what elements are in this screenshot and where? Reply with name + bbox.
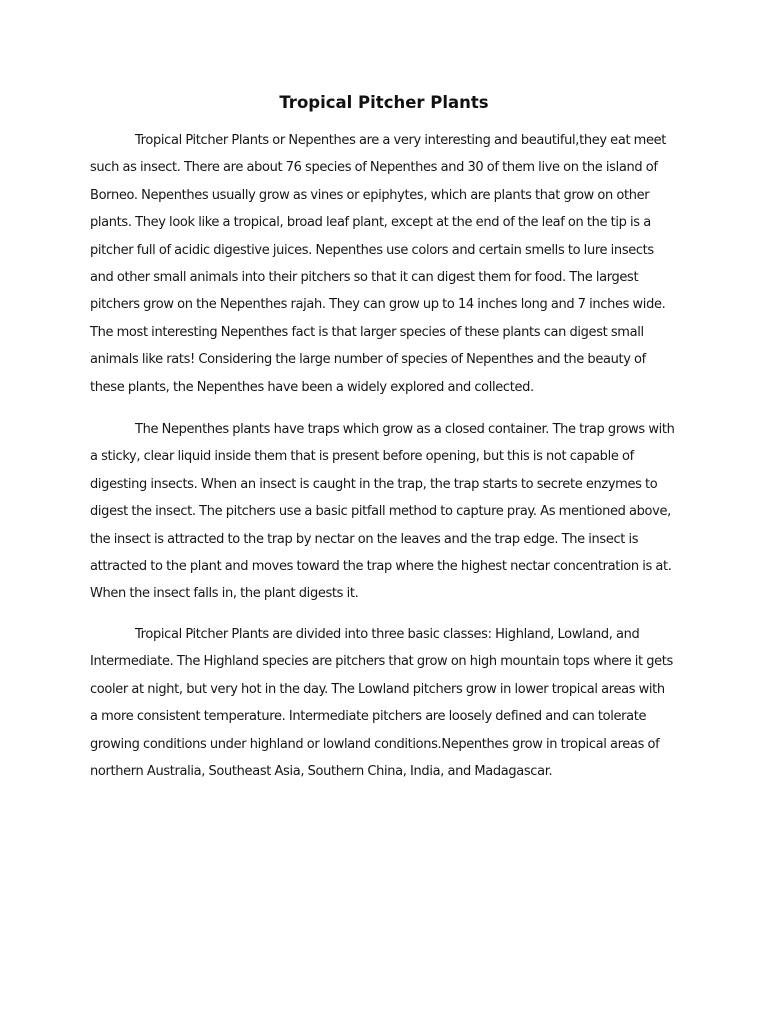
document-title: Tropical Pitcher Plants bbox=[279, 93, 489, 112]
paragraph-2: The Nepenthes plants have traps which grow as a closed container. The trap grows with a sticky, clear liquid inside them that is present before opening, but this is not capable of digesting insects. When an insect is caught in the trap, the trap starts to secrete enzymes to digest the insect. The pitchers use a basic pitfall method to capture pray. As mentioned above, the insect is attracted to the trap by nectar on the leaves and the trap edge. The insect is attracted to the plant and moves toward the trap where the highest nectar concentration is at. When the insect falls in, the plant digests it. bbox=[90, 422, 675, 602]
paragraph-3: Tropical Pitcher Plants are divided into three basic classes: Highland, Lowland, and Intermediate. The Highland species are pitchers that grow on high mountain tops where it gets cooler at night, but very hot in the day. The Lowland pitchers grow in lower tropical areas with a more consistent temperature. Intermediate pitchers are loosely defined and can tolerate growing conditions under highland or lowland conditions.Nepenthes grow in tropical areas of northern Australia, Southeast Asia, Southern China, India, and Madagascar. bbox=[90, 627, 673, 780]
paragraph-1: Tropical Pitcher Plants or Nepenthes are a very interesting and beautiful,they eat meet such as insect. There are about 76 species of Nepenthes and 30 of them live on the island of Borneo. Nepenthes usually grow as vines or epiphytes, which are plants that grow on other plants. They look like a tropical, broad leaf plant, except at the end of the leaf on the tip is a pitcher full of acidic digestive juices. Nepenthes use colors and certain smells to lure insects and other small animals into their pitchers so that it can digest them for food. The largest pitchers grow on the Nepenthes rajah. They can grow up to 14 inches long and 7 inches wide. The most interesting Nepenthes fact is that larger species of these plants can digest small animals like rats! Considering the large number of species of Nepenthes and the beauty of these plants, the Nepenthes have been a widely explored and collected. bbox=[90, 133, 667, 395]
